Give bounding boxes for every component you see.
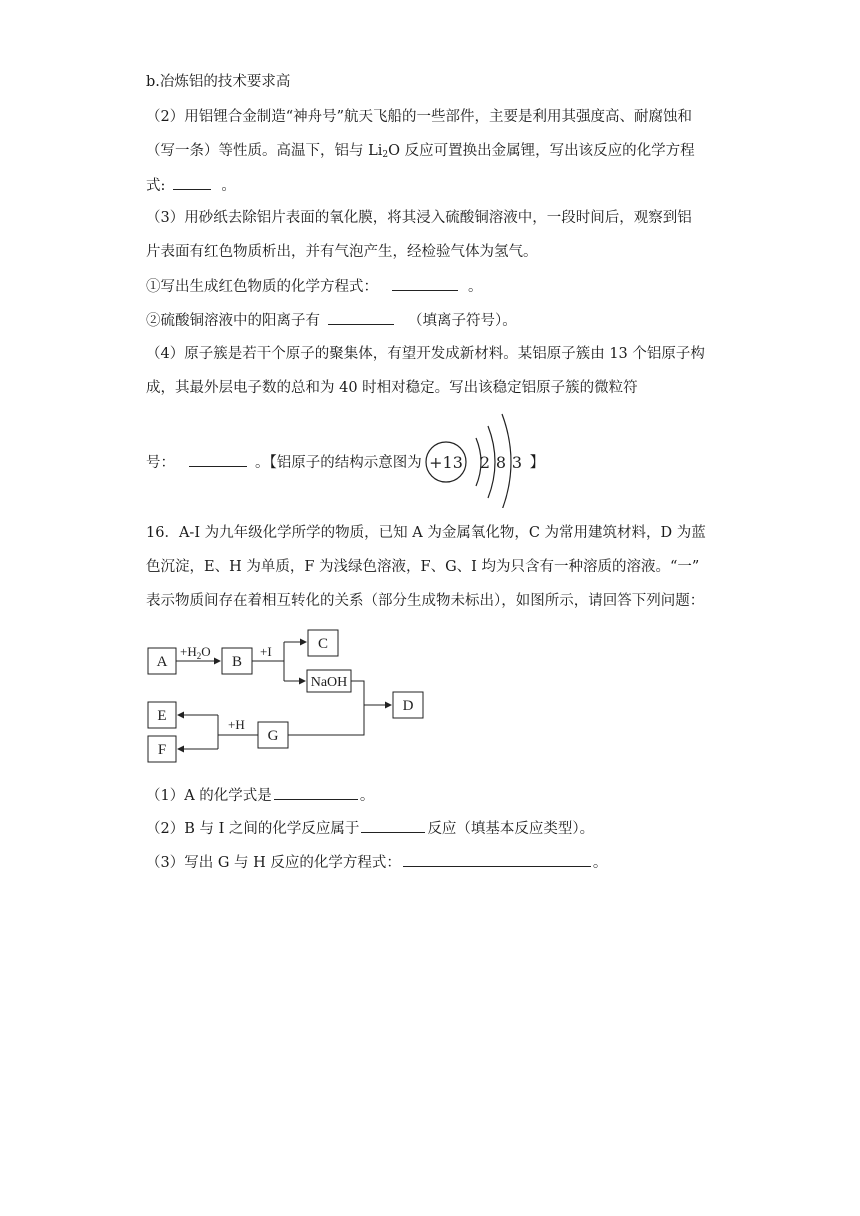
q15-part2-line1: （2）用铝锂合金制造“神舟号”航天飞船的一些部件，主要是利用其强度高、耐腐蚀和 (146, 109, 693, 125)
q15-part4-line3: 号： 。【铝原子的结构示意图为 】 (146, 452, 544, 473)
answer-blank[interactable] (189, 452, 247, 467)
label-plus-i: +I (260, 644, 272, 659)
aluminum-atom-diagram (420, 408, 530, 508)
box-e-label: E (157, 708, 167, 724)
q16-line2: 色沉淀，E、H 为单质，F 为浅绿色溶液，F、G、I 均为只含有一种溶质的溶液。“一” (146, 559, 700, 575)
shell-electrons-1: 2 (479, 453, 491, 472)
q15-part3-q1: ①写出生成红色物质的化学方程式： 。 (146, 276, 483, 297)
shell-electrons-2: 8 (495, 453, 507, 472)
box-a-label: A (156, 654, 168, 670)
answer-blank[interactable] (328, 310, 394, 325)
q15-part2-line2: （写一条）等性质。高温下，铝与 $Li_2O$ 反应可置换出金属锂，写出该反应的化学方程 (146, 143, 695, 160)
option-b: b.冶炼铝的技术要求高 (146, 74, 291, 90)
box-f-label: F (157, 742, 167, 758)
q15-part2-line3: 式: 。 (146, 175, 236, 196)
box-naoh-label: NaOH (310, 675, 348, 690)
answer-blank[interactable] (361, 818, 425, 833)
line-naoh-d (351, 681, 364, 705)
q15-part4-line2: 成，其最外层电子数的总和为 40 时相对稳定。写出该稳定铝原子簇的微粒符 (146, 380, 638, 396)
q16-line3: 表示物质间存在着相互转化的关系（部分生成物未标出），如图所示，请回答下列问题： (146, 593, 705, 609)
label-h2o: $+H_2O$ (180, 644, 211, 661)
q16-sub2: （2）B 与 I 之间的化学反应属于 反应（填基本反应类型）。 (146, 818, 594, 839)
line-g-d (288, 705, 364, 735)
q15-part4-line1: （4）原子簇是若干个原子的聚集体，有望开发成新材料。某铝原子簇由 13 个铝原子构 (146, 346, 705, 362)
answer-blank[interactable] (274, 785, 358, 800)
answer-blank[interactable] (403, 852, 591, 867)
q15-part3-line1: （3）用砂纸去除铝片表面的氧化膜，将其浸入硫酸铜溶液中，一段时间后，观察到铝 (146, 210, 692, 226)
label-plus-h: +H (228, 717, 245, 732)
answer-blank[interactable] (392, 276, 458, 291)
q16-sub3: （3）写出 G 与 H 反应的化学方程式： 。 (146, 852, 607, 873)
box-c-label: C (317, 636, 329, 652)
answer-blank[interactable] (173, 175, 211, 190)
q16-sub1: （1）A 的化学式是 。 (146, 785, 374, 806)
shell-electrons-3: 3 (511, 453, 523, 472)
nucleus-charge: +13 (429, 453, 463, 472)
box-b-label: B (231, 654, 243, 670)
box-d-label: D (402, 698, 414, 714)
q15-part3-q2: ②硫酸铜溶液中的阳离子有 （填离子符号）。 (146, 310, 517, 331)
q16-line1: 16．A-I 为九年级化学所学的物质，已知 A 为金属氧化物，C 为常用建筑材料，D 为蓝 (146, 525, 706, 541)
box-g-label: G (267, 728, 279, 744)
reaction-flow-diagram (140, 628, 440, 768)
q15-part3-line2: 片表面有红色物质析出，并有气泡产生，经检验气体为氢气。 (146, 244, 538, 260)
